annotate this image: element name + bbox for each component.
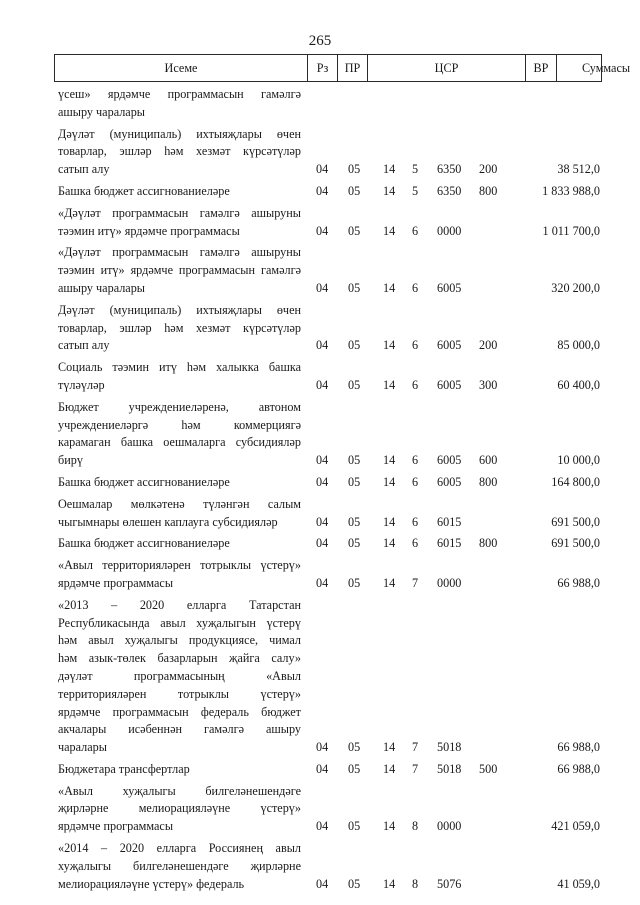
- header-sum: Суммасы: [581, 61, 631, 75]
- cell-pr: 05: [348, 761, 361, 776]
- cell-csr-3: 6005: [437, 453, 462, 468]
- cell-pr: 05: [348, 575, 361, 590]
- row-name-line: карамаган башка оешмаларга субсидияләр: [58, 435, 301, 450]
- table-row: [0, 555, 640, 595]
- table-row: [0, 472, 640, 494]
- row-name-line: сатып алу: [58, 338, 110, 353]
- cell-pr: 05: [348, 819, 361, 834]
- row-name-line: үсеш» ярдәмче программасын гамәлгә: [58, 87, 301, 101]
- cell-csr-1: 14: [383, 474, 396, 489]
- cell-csr-1: 14: [383, 536, 396, 551]
- cell-sum: 10 000,0: [557, 453, 600, 468]
- cell-csr-2: 6: [412, 377, 419, 392]
- row-name-line: Бюджет учреждениеләренә, автоном: [58, 399, 301, 414]
- cell-vr: 300: [479, 377, 498, 392]
- cell-sum: 66 988,0: [557, 761, 600, 776]
- cell-csr-2: 7: [412, 575, 419, 590]
- cell-csr-1: 14: [383, 761, 396, 776]
- cell-rz: 04: [316, 536, 329, 551]
- row-name-line: ярдәмче программасы: [58, 575, 174, 590]
- cell-rz: 04: [316, 514, 329, 529]
- row-name-line: ярдәмче программасы: [58, 819, 174, 834]
- row-name-line: Республикасында авыл хуҗалыгын үстерү: [58, 615, 301, 630]
- cell-rz: 04: [316, 474, 329, 489]
- row-name-line: хуҗалыгы билгеләнешендәге җирләрне: [58, 858, 301, 873]
- cell-vr: 800: [479, 474, 498, 489]
- row-name: [58, 759, 301, 781]
- cell-rz: 04: [316, 377, 329, 392]
- cell-csr-1: 14: [383, 280, 396, 295]
- header-name: Исеме: [55, 55, 308, 81]
- cell-csr-3: 0000: [437, 223, 462, 238]
- cell-sum: 38 512,0: [557, 162, 600, 177]
- row-name: [58, 595, 301, 759]
- cell-rz: 04: [316, 575, 329, 590]
- cell-csr-3: 6015: [437, 514, 462, 529]
- cell-csr-3: 0000: [437, 575, 462, 590]
- cell-csr-3: 5018: [437, 761, 462, 776]
- cell-pr: 05: [348, 162, 361, 177]
- cell-csr-1: 14: [383, 740, 396, 755]
- row-name-line: һәм азык-төлек базарларын җайга салу»: [58, 651, 301, 666]
- cell-pr: 05: [348, 453, 361, 468]
- row-name: [58, 781, 301, 838]
- row-name-line: чаралары: [58, 740, 107, 755]
- row-name-line: түләүләр: [58, 377, 105, 392]
- row-name: [58, 472, 301, 494]
- cell-csr-1: 14: [383, 575, 396, 590]
- table-row: [0, 357, 640, 397]
- row-name-line: мелиорацияләүне үстерү» федераль: [58, 876, 245, 891]
- cell-sum: 66 988,0: [557, 575, 600, 590]
- row-name-line: дәүләт программасының «Авыл: [58, 668, 301, 683]
- cell-pr: 05: [348, 536, 361, 551]
- row-name-line: Дәүләт (муниципаль) ихтыяҗлары өчен: [58, 126, 301, 141]
- cell-csr-2: 6: [412, 536, 419, 551]
- cell-rz: 04: [316, 162, 329, 177]
- cell-vr: 800: [479, 183, 498, 198]
- cell-pr: 05: [348, 338, 361, 353]
- header-pr: ПР: [338, 55, 368, 81]
- cell-csr-3: 5076: [437, 876, 462, 891]
- row-name-line: «Дәүләт программасын гамәлгә ашыруны: [58, 205, 301, 220]
- table-row: [0, 124, 640, 181]
- cell-pr: 05: [348, 223, 361, 238]
- cell-sum: 691 500,0: [551, 514, 600, 529]
- header-csr: ЦСР: [368, 55, 526, 81]
- row-name-line: «Авыл хуҗалыгы билгеләнешендәге: [58, 783, 301, 798]
- cell-csr-2: 6: [412, 474, 419, 489]
- table-header: [54, 54, 631, 82]
- cell-rz: 04: [316, 280, 329, 295]
- cell-csr-2: 7: [412, 740, 419, 755]
- row-name-line: учреждениеләргә һәм коммерциягә: [58, 417, 301, 432]
- row-name-line: чыгымнары өлешен каплауга субсидияләр: [58, 514, 278, 529]
- cell-rz: 04: [316, 819, 329, 834]
- row-name: [58, 555, 301, 595]
- row-name-line: Дәүләт (муниципаль) ихтыяҗлары өчен: [58, 302, 301, 317]
- cell-rz: 04: [316, 183, 329, 198]
- cell-csr-3: 6005: [437, 338, 462, 353]
- cell-csr-3: 6350: [437, 183, 462, 198]
- row-name-line: Бюджетара трансфертлар: [58, 761, 190, 776]
- row-name: [58, 838, 301, 895]
- table-body: [0, 84, 640, 895]
- row-name-line: ашыру чаралары: [58, 280, 145, 295]
- row-name-line: «2014 – 2020 елларга Россиянең авыл: [58, 841, 301, 856]
- cell-sum: 691 500,0: [551, 536, 600, 551]
- cell-csr-2: 8: [412, 876, 419, 891]
- row-name-line: һәм авыл хуҗалыгы продукциясе, чимал: [58, 633, 301, 648]
- row-name-line: Башка бюджет ассигнованиеләре: [58, 536, 230, 551]
- cell-pr: 05: [348, 514, 361, 529]
- cell-csr-2: 8: [412, 819, 419, 834]
- cell-pr: 05: [348, 740, 361, 755]
- cell-rz: 04: [316, 223, 329, 238]
- cell-vr: 600: [479, 453, 498, 468]
- row-name: [58, 494, 301, 534]
- table-row: [0, 533, 640, 555]
- cell-pr: 05: [348, 377, 361, 392]
- row-name: [58, 242, 301, 299]
- cell-rz: 04: [316, 876, 329, 891]
- cell-sum: 1 011 700,0: [542, 223, 600, 238]
- cell-csr-1: 14: [383, 876, 396, 891]
- cell-csr-2: 6: [412, 338, 419, 353]
- row-name-line: товарлар, эшләр һәм хезмәт күрсәтүләр: [58, 320, 301, 335]
- cell-pr: 05: [348, 876, 361, 891]
- cell-csr-3: 6005: [437, 474, 462, 489]
- cell-pr: 05: [348, 474, 361, 489]
- cell-pr: 05: [348, 183, 361, 198]
- row-name: [58, 181, 301, 203]
- cell-csr-1: 14: [383, 223, 396, 238]
- cell-vr: 500: [479, 761, 498, 776]
- table-row: [0, 203, 640, 243]
- row-name: [58, 84, 301, 124]
- cell-csr-3: 5018: [437, 740, 462, 755]
- row-name-line: Башка бюджет ассигнованиеләре: [58, 474, 230, 489]
- row-name-line: сатып алу: [58, 162, 110, 177]
- table-row: [0, 494, 640, 534]
- row-name-line: Социаль тәэмин итү һәм халыкка башка: [58, 360, 301, 375]
- cell-sum: 85 000,0: [557, 338, 600, 353]
- cell-csr-1: 14: [383, 338, 396, 353]
- row-name-line: товарлар, эшләр һәм хезмәт күрсәтүләр: [58, 144, 301, 159]
- row-name: [58, 357, 301, 397]
- table-row: [0, 759, 640, 781]
- cell-pr: 05: [348, 280, 361, 295]
- table-row: [0, 595, 640, 759]
- cell-sum: 66 988,0: [557, 740, 600, 755]
- cell-csr-1: 14: [383, 514, 396, 529]
- cell-csr-3: 6005: [437, 280, 462, 295]
- table-row: [0, 181, 640, 203]
- row-name-line: «Авыл территорияләрен тотрыклы үстерү»: [58, 558, 301, 573]
- row-name: [58, 533, 301, 555]
- cell-rz: 04: [316, 761, 329, 776]
- table-row: [0, 781, 640, 838]
- row-name-line: ашыру чаралары: [58, 104, 145, 119]
- row-name-line: бирү: [58, 453, 83, 468]
- cell-sum: 60 400,0: [557, 377, 600, 392]
- cell-csr-3: 0000: [437, 819, 462, 834]
- cell-vr: 800: [479, 536, 498, 551]
- header-rz: Рз: [308, 55, 338, 81]
- cell-csr-1: 14: [383, 453, 396, 468]
- row-name-line: «2013 – 2020 елларга Татарстан: [58, 597, 301, 612]
- row-name-line: территорияләрен тотрыклы үстерү»: [58, 686, 301, 701]
- cell-rz: 04: [316, 453, 329, 468]
- cell-csr-3: 6015: [437, 536, 462, 551]
- cell-csr-2: 5: [412, 162, 419, 177]
- cell-csr-2: 7: [412, 761, 419, 776]
- row-name: [58, 203, 301, 243]
- cell-vr: 200: [479, 338, 498, 353]
- cell-rz: 04: [316, 740, 329, 755]
- header-vr: ВР: [526, 55, 557, 81]
- row-name: [58, 124, 301, 181]
- row-name-line: Башка бюджет ассигнованиеләре: [58, 183, 230, 198]
- cell-csr-2: 6: [412, 453, 419, 468]
- table-row: [0, 300, 640, 357]
- table-row: [0, 397, 640, 472]
- cell-sum: 164 800,0: [551, 474, 600, 489]
- cell-csr-1: 14: [383, 377, 396, 392]
- row-name-line: акчалары исәбеннән гамәлгә ашыру: [58, 722, 301, 737]
- table-row: [0, 242, 640, 299]
- cell-csr-2: 6: [412, 223, 419, 238]
- row-name-line: ярдәмче программасын федераль бюджет: [58, 704, 301, 719]
- row-name: [58, 300, 301, 357]
- table-row: [0, 838, 640, 895]
- cell-csr-2: 6: [412, 280, 419, 295]
- row-name-line: «Дәүләт программасын гамәлгә ашыруны: [58, 245, 301, 260]
- cell-csr-2: 5: [412, 183, 419, 198]
- cell-csr-1: 14: [383, 819, 396, 834]
- row-name-line: җирләрне мелиорацияләүне үстерү»: [58, 801, 301, 816]
- page-number: 265: [308, 33, 332, 49]
- cell-csr-1: 14: [383, 183, 396, 198]
- row-name: [58, 397, 301, 472]
- row-name-line: тәэмин итү» ярдәмче программасы: [58, 223, 240, 238]
- cell-vr: 200: [479, 162, 498, 177]
- cell-csr-3: 6005: [437, 377, 462, 392]
- row-name-line: тәэмин итү» ярдәмче программасын гамәлгә: [58, 263, 301, 278]
- row-name-line: Оешмалар мөлкәтенә түләнгән салым: [58, 496, 301, 511]
- cell-rz: 04: [316, 338, 329, 353]
- cell-sum: 320 200,0: [551, 280, 600, 295]
- cell-sum: 1 833 988,0: [542, 183, 600, 198]
- cell-sum: 41 059,0: [557, 876, 600, 891]
- table-row: [0, 84, 640, 124]
- cell-csr-3: 6350: [437, 162, 462, 177]
- cell-sum: 421 059,0: [551, 819, 600, 834]
- cell-csr-2: 6: [412, 514, 419, 529]
- cell-csr-1: 14: [383, 162, 396, 177]
